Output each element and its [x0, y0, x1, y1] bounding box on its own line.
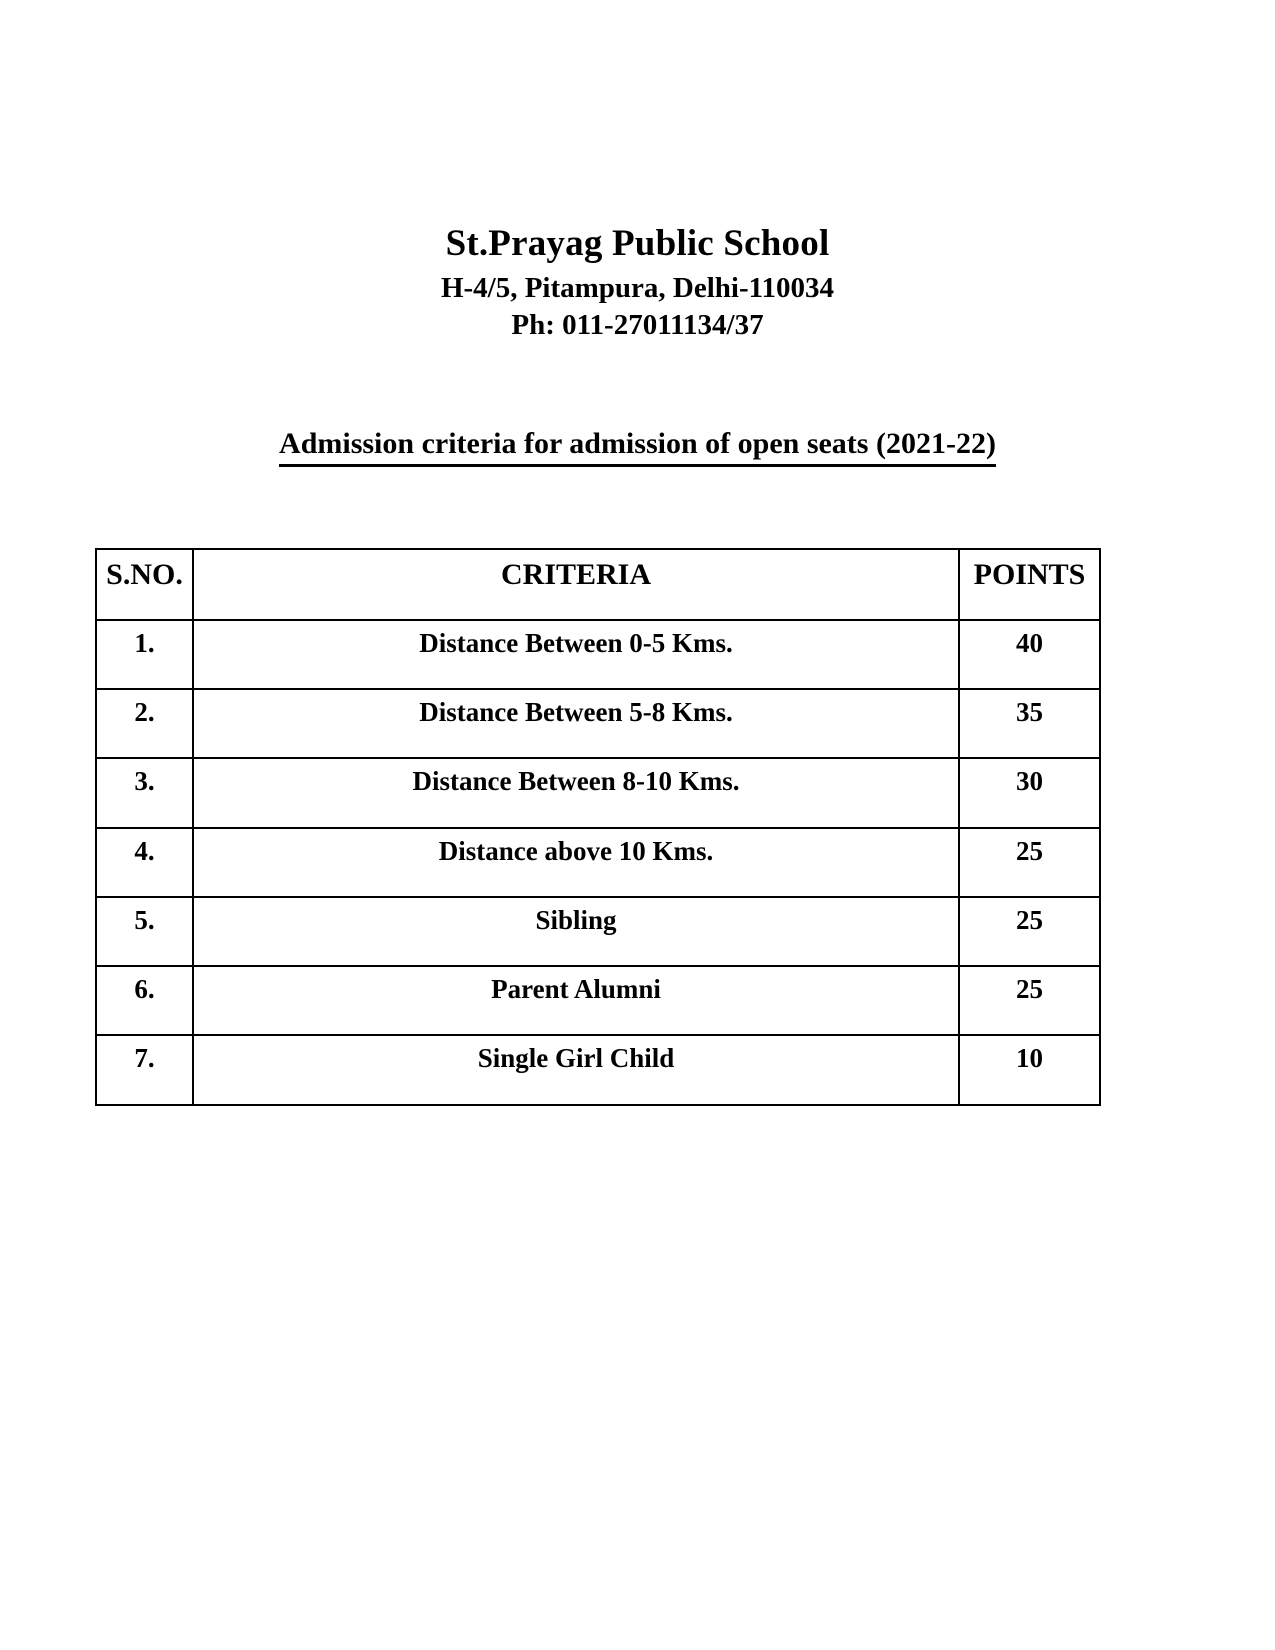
criteria-table-head: [96, 549, 1100, 620]
table-row: [96, 758, 1100, 827]
column-header-criteria: CRITERIA: [193, 549, 959, 620]
cell-sno: 3.: [96, 758, 193, 827]
cell-points: 30: [959, 758, 1100, 827]
cell-criteria: Parent Alumni: [193, 966, 959, 1035]
table-row: [96, 966, 1100, 1035]
cell-criteria: Distance Between 5-8 Kms.: [193, 689, 959, 758]
column-header-points: POINTS: [959, 549, 1100, 620]
cell-sno: 1.: [96, 620, 193, 689]
document-heading-container: [0, 425, 1275, 467]
document-heading: Admission criteria for admission of open seats (2021-22): [279, 425, 996, 467]
cell-sno: 6.: [96, 966, 193, 1035]
cell-criteria: Distance above 10 Kms.: [193, 828, 959, 897]
cell-criteria: Sibling: [193, 897, 959, 966]
school-name: St.Prayag Public School: [445, 223, 830, 264]
school-phone: Ph: 011-27011134/37: [511, 308, 764, 341]
cell-sno: 4.: [96, 828, 193, 897]
column-header-sno: S.NO.: [96, 549, 193, 620]
letterhead: [0, 222, 1275, 344]
cell-points: 10: [959, 1035, 1100, 1104]
criteria-table: [95, 548, 1101, 1106]
table-row: [96, 897, 1100, 966]
table-header-row: [96, 549, 1100, 620]
criteria-table-container: [95, 548, 1099, 1106]
cell-points: 25: [959, 966, 1100, 1035]
cell-criteria: Single Girl Child: [193, 1035, 959, 1104]
cell-points: 35: [959, 689, 1100, 758]
cell-points: 25: [959, 897, 1100, 966]
table-row: [96, 689, 1100, 758]
cell-criteria: Distance Between 0-5 Kms.: [193, 620, 959, 689]
criteria-table-body: [96, 620, 1100, 1105]
table-row: [96, 828, 1100, 897]
cell-points: 40: [959, 620, 1100, 689]
cell-points: 25: [959, 828, 1100, 897]
cell-sno: 5.: [96, 897, 193, 966]
school-address: H-4/5, Pitampura, Delhi-110034: [440, 271, 835, 304]
cell-sno: 7.: [96, 1035, 193, 1104]
cell-sno: 2.: [96, 689, 193, 758]
table-row: [96, 620, 1100, 689]
cell-criteria: Distance Between 8-10 Kms.: [193, 758, 959, 827]
table-row: [96, 1035, 1100, 1104]
